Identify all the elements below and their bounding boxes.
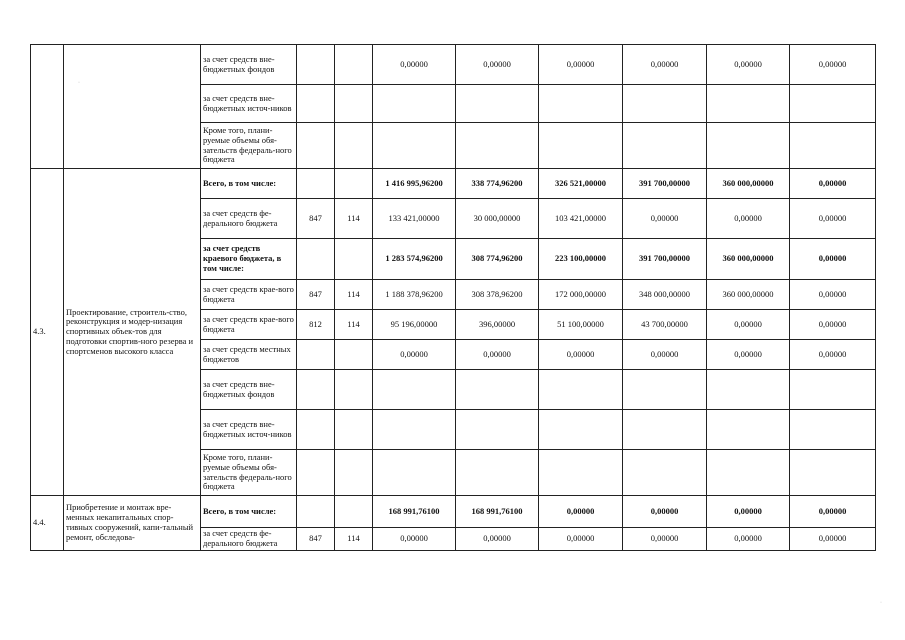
table-row-total	[31, 169, 876, 199]
value-total	[373, 85, 456, 123]
value-year-3	[623, 370, 707, 410]
kbk-admin	[297, 123, 335, 169]
kbk-section	[335, 370, 373, 410]
value-total: 0,00000	[373, 340, 456, 370]
value-year-2	[539, 123, 623, 169]
value-year-4	[707, 85, 790, 123]
funding-source: Кроме того, плани-руемые объемы обя-зательств федераль-ного бюджета	[201, 450, 297, 496]
kbk-section	[335, 410, 373, 450]
value-year-4	[707, 123, 790, 169]
value-year-1	[456, 410, 539, 450]
funding-source: за счет средств фе-дерального бюджета	[201, 528, 297, 551]
value-year-3: 0,00000	[623, 496, 707, 528]
value-year-3: 391 700,00000	[623, 169, 707, 199]
value-year-5: 0,00000	[790, 45, 876, 85]
kbk-section: 114	[335, 310, 373, 340]
value-year-2: 0,00000	[539, 528, 623, 551]
kbk-section: 114	[335, 280, 373, 310]
value-year-4: 360 000,00000	[707, 280, 790, 310]
funding-source: за счет средств фе-дерального бюджета	[201, 199, 297, 239]
value-total: 0,00000	[373, 528, 456, 551]
value-year-4	[707, 370, 790, 410]
scan-speck: ·	[78, 80, 80, 86]
value-total: 168 991,76100	[373, 496, 456, 528]
item-number: 4.3.	[31, 169, 64, 496]
value-year-5: 0,00000	[790, 199, 876, 239]
value-total: 133 421,00000	[373, 199, 456, 239]
value-year-1: 338 774,96200	[456, 169, 539, 199]
scan-speck-corner: ·	[880, 600, 882, 606]
value-year-2: 51 100,00000	[539, 310, 623, 340]
budget-table	[30, 44, 876, 551]
value-year-1: 168 991,76100	[456, 496, 539, 528]
kbk-admin	[297, 85, 335, 123]
value-year-2: 0,00000	[539, 45, 623, 85]
value-year-5: 0,00000	[790, 169, 876, 199]
kbk-admin	[297, 496, 335, 528]
kbk-section	[335, 169, 373, 199]
value-year-5	[790, 123, 876, 169]
value-year-4: 0,00000	[707, 199, 790, 239]
value-year-1: 30 000,00000	[456, 199, 539, 239]
item-name: Проектирование, строитель-ство, реконструкция и модер-низация спортивных объек-тов для подготовки спортив-ного резерва и спортсменов высокого класса	[64, 169, 201, 496]
kbk-admin	[297, 239, 335, 280]
kbk-section	[335, 239, 373, 280]
value-year-5	[790, 450, 876, 496]
value-year-5: 0,00000	[790, 528, 876, 551]
funding-source: за счет средств местных бюджетов	[201, 340, 297, 370]
value-total: 1 416 995,96200	[373, 169, 456, 199]
value-year-5	[790, 410, 876, 450]
funding-source: за счет средств вне-бюджетных фондов	[201, 45, 297, 85]
value-year-4: 360 000,00000	[707, 169, 790, 199]
value-year-1	[456, 450, 539, 496]
value-total: 95 196,00000	[373, 310, 456, 340]
kbk-admin: 847	[297, 528, 335, 551]
kbk-admin	[297, 169, 335, 199]
funding-source: за счет средств вне-бюджетных источ-ников	[201, 410, 297, 450]
kbk-section	[335, 340, 373, 370]
value-year-4: 0,00000	[707, 310, 790, 340]
value-total	[373, 450, 456, 496]
kbk-admin	[297, 45, 335, 85]
value-year-4: 0,00000	[707, 496, 790, 528]
kbk-admin: 847	[297, 199, 335, 239]
value-year-2	[539, 370, 623, 410]
funding-source: Кроме того, плани-руемые объемы обя-зательств федераль-ного бюджета	[201, 123, 297, 169]
value-year-4	[707, 410, 790, 450]
value-year-3: 0,00000	[623, 45, 707, 85]
value-year-1: 0,00000	[456, 528, 539, 551]
funding-source: за счет средств вне-бюджетных фондов	[201, 370, 297, 410]
kbk-admin	[297, 340, 335, 370]
value-total	[373, 370, 456, 410]
value-year-4: 0,00000	[707, 45, 790, 85]
value-year-2	[539, 85, 623, 123]
kbk-section: 114	[335, 199, 373, 239]
value-year-3: 348 000,00000	[623, 280, 707, 310]
funding-source: за счет средств крае-вого бюджета	[201, 310, 297, 340]
funding-source: за счет средств краевого бюджета, в том числе:	[201, 239, 297, 280]
value-year-1	[456, 85, 539, 123]
value-year-4	[707, 450, 790, 496]
funding-source: Всего, в том числе:	[201, 496, 297, 528]
value-total: 0,00000	[373, 45, 456, 85]
item-number: 4.4.	[31, 496, 64, 551]
value-total	[373, 410, 456, 450]
table-row-total	[31, 496, 876, 528]
value-year-1	[456, 370, 539, 410]
value-year-3: 391 700,00000	[623, 239, 707, 280]
kbk-admin	[297, 410, 335, 450]
kbk-admin	[297, 450, 335, 496]
value-year-1	[456, 123, 539, 169]
value-year-3	[623, 410, 707, 450]
value-total	[373, 123, 456, 169]
value-year-1: 308 378,96200	[456, 280, 539, 310]
kbk-section	[335, 496, 373, 528]
value-year-1: 308 774,96200	[456, 239, 539, 280]
value-total: 1 283 574,96200	[373, 239, 456, 280]
value-year-4: 0,00000	[707, 528, 790, 551]
value-year-3	[623, 450, 707, 496]
kbk-admin	[297, 370, 335, 410]
value-year-2: 326 521,00000	[539, 169, 623, 199]
value-year-3	[623, 85, 707, 123]
funding-source: Всего, в том числе:	[201, 169, 297, 199]
value-year-4: 0,00000	[707, 340, 790, 370]
kbk-section	[335, 123, 373, 169]
value-year-5: 0,00000	[790, 239, 876, 280]
value-year-5: 0,00000	[790, 496, 876, 528]
value-year-2: 223 100,00000	[539, 239, 623, 280]
table-row	[31, 45, 876, 85]
value-year-2	[539, 450, 623, 496]
value-year-5	[790, 370, 876, 410]
funding-source: за счет средств вне-бюджетных источ-ников	[201, 85, 297, 123]
value-year-5: 0,00000	[790, 340, 876, 370]
value-year-2: 0,00000	[539, 496, 623, 528]
value-year-5: 0,00000	[790, 310, 876, 340]
value-year-5: 0,00000	[790, 280, 876, 310]
value-year-2: 103 421,00000	[539, 199, 623, 239]
value-year-3	[623, 123, 707, 169]
kbk-section	[335, 85, 373, 123]
value-year-3: 43 700,00000	[623, 310, 707, 340]
value-year-3: 0,00000	[623, 528, 707, 551]
value-year-1: 396,00000	[456, 310, 539, 340]
kbk-section	[335, 45, 373, 85]
value-year-1: 0,00000	[456, 45, 539, 85]
value-year-2: 0,00000	[539, 340, 623, 370]
funding-source: за счет средств крае-вого бюджета	[201, 280, 297, 310]
value-year-4: 360 000,00000	[707, 239, 790, 280]
value-year-3: 0,00000	[623, 199, 707, 239]
kbk-section: 114	[335, 528, 373, 551]
kbk-admin: 812	[297, 310, 335, 340]
value-year-5	[790, 85, 876, 123]
kbk-section	[335, 450, 373, 496]
value-year-3: 0,00000	[623, 340, 707, 370]
value-year-2	[539, 410, 623, 450]
item-name: Приобретение и монтаж вре-менных некапитальных спор-тивных сооружений, капи-тальный ремонт, обследова-	[64, 496, 201, 551]
value-year-2: 172 000,00000	[539, 280, 623, 310]
item-number	[31, 45, 64, 169]
value-year-1: 0,00000	[456, 340, 539, 370]
kbk-admin: 847	[297, 280, 335, 310]
value-total: 1 188 378,96200	[373, 280, 456, 310]
item-name	[64, 45, 201, 169]
